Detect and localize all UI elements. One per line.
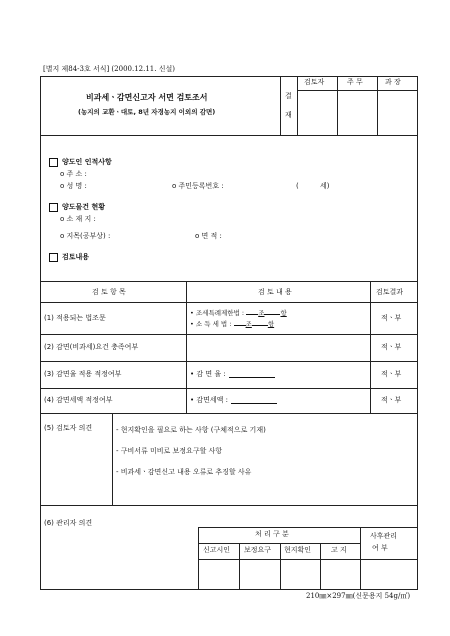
approval-left xyxy=(280,76,281,135)
processing-col-sep-2 xyxy=(280,543,281,589)
age-close: 세) xyxy=(320,182,330,190)
table-col-sep-2 xyxy=(370,281,371,413)
row3-content: • 감 면 율 : xyxy=(190,370,275,378)
row1-law-line-1: • 조세특례제한법 : 조 항 xyxy=(190,309,287,317)
reviewer-opinion-line-1: - 현지확인을 필요로 하는 사항 (구체적으로 기재) xyxy=(116,426,266,434)
row1-result[interactable]: 적ㆍ부 xyxy=(381,314,402,322)
processing-top xyxy=(198,527,417,528)
processing-col-correction: 보정요구 xyxy=(244,546,272,554)
processing-col-accept: 신고시인 xyxy=(203,546,231,554)
approval-col-sep-2 xyxy=(377,76,378,135)
form-id: [별지 제84-3호 서식] (2000.12.11. 신설) xyxy=(43,65,175,73)
approval-col-manager: 과 장 xyxy=(385,78,401,86)
area-label: o 면 적 : xyxy=(195,232,222,240)
table-row3-bottom xyxy=(40,388,417,389)
processing-header-line xyxy=(198,543,360,544)
manager-opinion-label: (6) 관리자 의견 xyxy=(44,519,93,527)
frame-right xyxy=(417,76,418,589)
row2-item: (2) 감면(비과세)요건 충족여부 xyxy=(44,343,139,351)
frame-left xyxy=(40,76,41,589)
address-label: o 주 소 : xyxy=(60,170,87,178)
age-open: ( xyxy=(296,182,299,190)
frame-top xyxy=(40,76,417,77)
rrn-label: o 주민등록번호 : xyxy=(172,182,224,190)
page-title: 비과세ㆍ감면신고자 서면 검토조서 xyxy=(86,93,208,102)
after-management-line-1: 사후관리 xyxy=(370,532,398,540)
processing-cols-line xyxy=(198,559,417,560)
reviewer-opinion-label: (5) 검토자 의견 xyxy=(44,424,93,432)
approval-col-reviewer: 검토자 xyxy=(304,78,325,86)
table-header-content: 검 토 내 용 xyxy=(258,288,292,296)
table-row2-bottom xyxy=(40,361,417,362)
approval-label-bottom: 재 xyxy=(285,111,292,119)
processing-header: 처 리 구 분 xyxy=(255,530,289,538)
reduction-amount-blank[interactable] xyxy=(231,396,277,404)
opinion-bottom xyxy=(40,505,417,506)
reviewer-opinion-line-3: - 비과세ㆍ감면신고 내용 오류로 추징할 사유 xyxy=(116,468,252,476)
row3-result[interactable]: 적ㆍ부 xyxy=(381,370,402,378)
table-row1-bottom xyxy=(40,334,417,335)
row2-result[interactable]: 적ㆍ부 xyxy=(381,343,402,351)
table-col-sep-1 xyxy=(186,281,187,413)
property-heading: 양도물건 현황 xyxy=(62,203,106,211)
review-heading: 검토내용 xyxy=(62,253,90,261)
reduction-rate-blank[interactable] xyxy=(229,370,275,378)
checkbox-review[interactable] xyxy=(49,253,58,262)
table-header-result: 검토결과 xyxy=(376,288,404,296)
row4-result[interactable]: 적ㆍ부 xyxy=(381,396,402,404)
row3-item: (3) 감면율 적용 적정여부 xyxy=(44,370,122,378)
approval-header-line xyxy=(297,90,417,91)
checkbox-property[interactable] xyxy=(49,203,58,212)
row1-law-line-2: • 소 득 세 법 : 조 항 xyxy=(190,320,275,328)
header-bottom xyxy=(40,135,417,136)
approval-label-sep xyxy=(297,76,298,135)
row4-content: • 감면세액 : xyxy=(190,396,277,404)
approval-label-top: 결 xyxy=(285,92,292,100)
processing-col-notice: 고 지 xyxy=(331,546,347,554)
table-header-bottom xyxy=(40,302,417,303)
processing-right xyxy=(360,527,361,589)
row4-item: (4) 감면세액 적정여부 xyxy=(44,396,113,404)
land-category-label: o 지목(공부상) : xyxy=(60,232,111,240)
approval-col-officer: 주 무 xyxy=(347,78,363,86)
approval-col-sep-1 xyxy=(337,76,338,135)
processing-col-sep-3 xyxy=(320,543,321,589)
location-label: o 소 재 지 : xyxy=(60,215,96,223)
table-header-item: 검 토 항 목 xyxy=(92,288,126,296)
page-subtitle: (농지의 교환ㆍ대토, 8년 자경농지 이외의 감면) xyxy=(78,108,216,116)
paper-spec-footer: 210㎜×297㎜(신문용지 54g/㎡) xyxy=(306,592,411,600)
name-label: o 성 명 : xyxy=(60,182,87,190)
table-row4-bottom xyxy=(40,413,417,414)
transferor-heading: 양도인 인적사항 xyxy=(62,158,112,166)
checkbox-transferor[interactable] xyxy=(49,158,58,167)
processing-col-sep-1 xyxy=(239,543,240,589)
opinion-col-sep xyxy=(112,413,113,505)
table-top xyxy=(40,281,417,282)
reviewer-opinion-line-2: - 구비서류 미비로 보정요구할 사항 xyxy=(116,447,223,455)
row1-item: (1) 적용되는 법조문 xyxy=(44,314,106,322)
frame-bottom xyxy=(40,589,418,590)
processing-left xyxy=(198,527,199,589)
after-management-line-2: 여 부 xyxy=(372,544,388,552)
processing-col-inspection: 현지확인 xyxy=(284,546,312,554)
